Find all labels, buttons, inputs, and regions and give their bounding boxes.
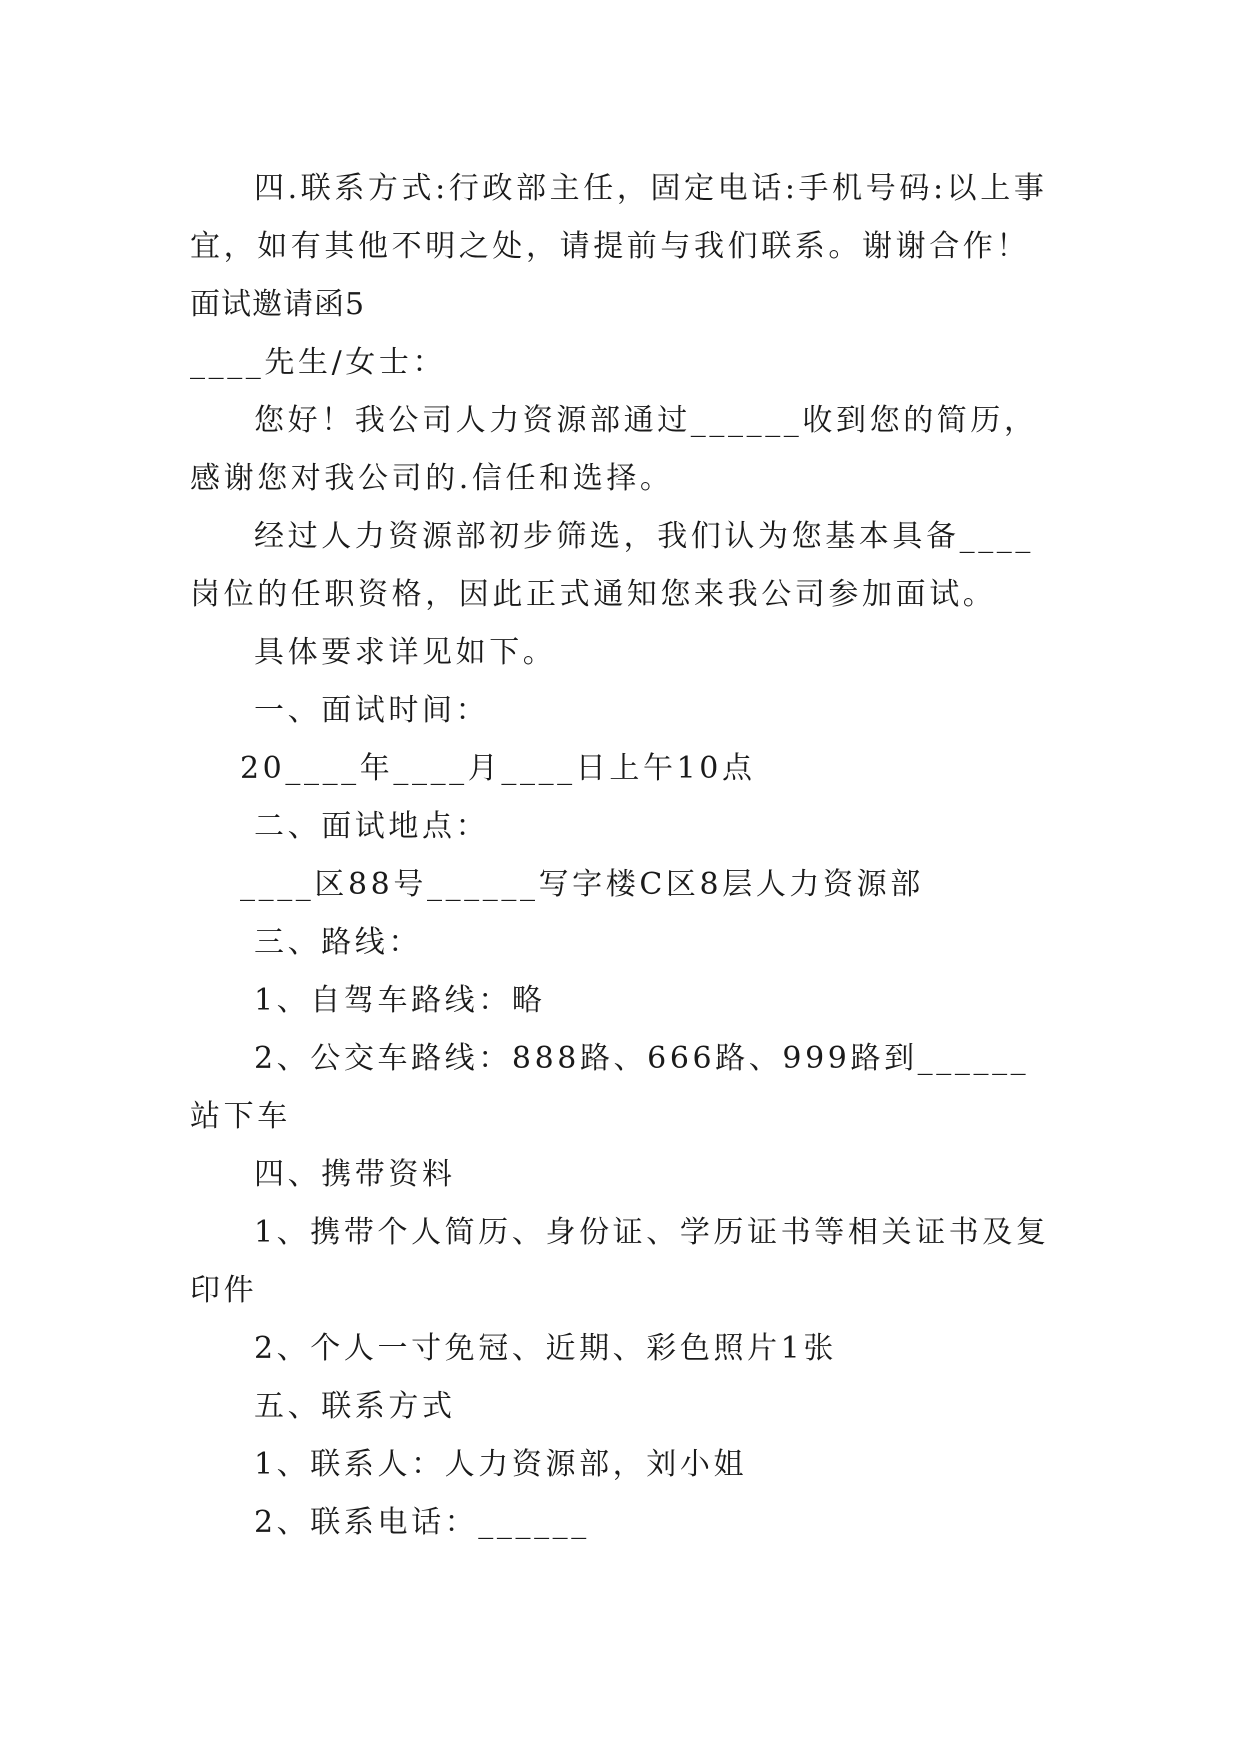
contact-heading: 五、联系方式: [254, 1389, 456, 1424]
contact-person: 1、联系人：人力资源部，刘小姐: [254, 1447, 748, 1482]
route-driving: 1、自驾车路线：略: [254, 983, 546, 1018]
interview-location-value: ____区88号______写字楼C区8层人力资源部: [240, 867, 924, 902]
materials-item-2: 2、个人一寸免冠、近期、彩色照片1张: [254, 1331, 837, 1366]
section-title: 面试邀请函5: [190, 287, 366, 322]
document-page: [190, 160, 1052, 1552]
salutation: ____先生/女士：: [190, 345, 447, 380]
greeting-paragraph: 您好！我公司人力资源部通过______收到您的简历，感谢您对我公司的.信任和选择。: [190, 403, 1038, 496]
details-intro: 具体要求详见如下。: [254, 635, 557, 670]
interview-location-heading: 二、面试地点：: [254, 809, 490, 844]
route-heading: 三、路线：: [254, 925, 422, 960]
interview-time-heading: 一、面试时间：: [254, 693, 490, 728]
materials-item-1: 1、携带个人简历、身份证、学历证书等相关证书及复印件: [190, 1215, 1050, 1308]
interview-time-value: 20____年____月____日上午10点: [240, 751, 756, 786]
route-bus: 2、公交车路线：888路、666路、999路到______站下车: [190, 1041, 1030, 1134]
materials-heading: 四、携带资料: [254, 1157, 456, 1192]
screening-paragraph: 经过人力资源部初步筛选，我们认为您基本具备____岗位的任职资格，因此正式通知您来我公司参加面试。: [190, 519, 1034, 612]
contact-info-paragraph: 四.联系方式:行政部主任，固定电话:手机号码:以上事宜，如有其他不明之处，请提前与我们联系。谢谢合作！: [190, 171, 1048, 264]
contact-phone: 2、联系电话：______: [254, 1505, 590, 1540]
